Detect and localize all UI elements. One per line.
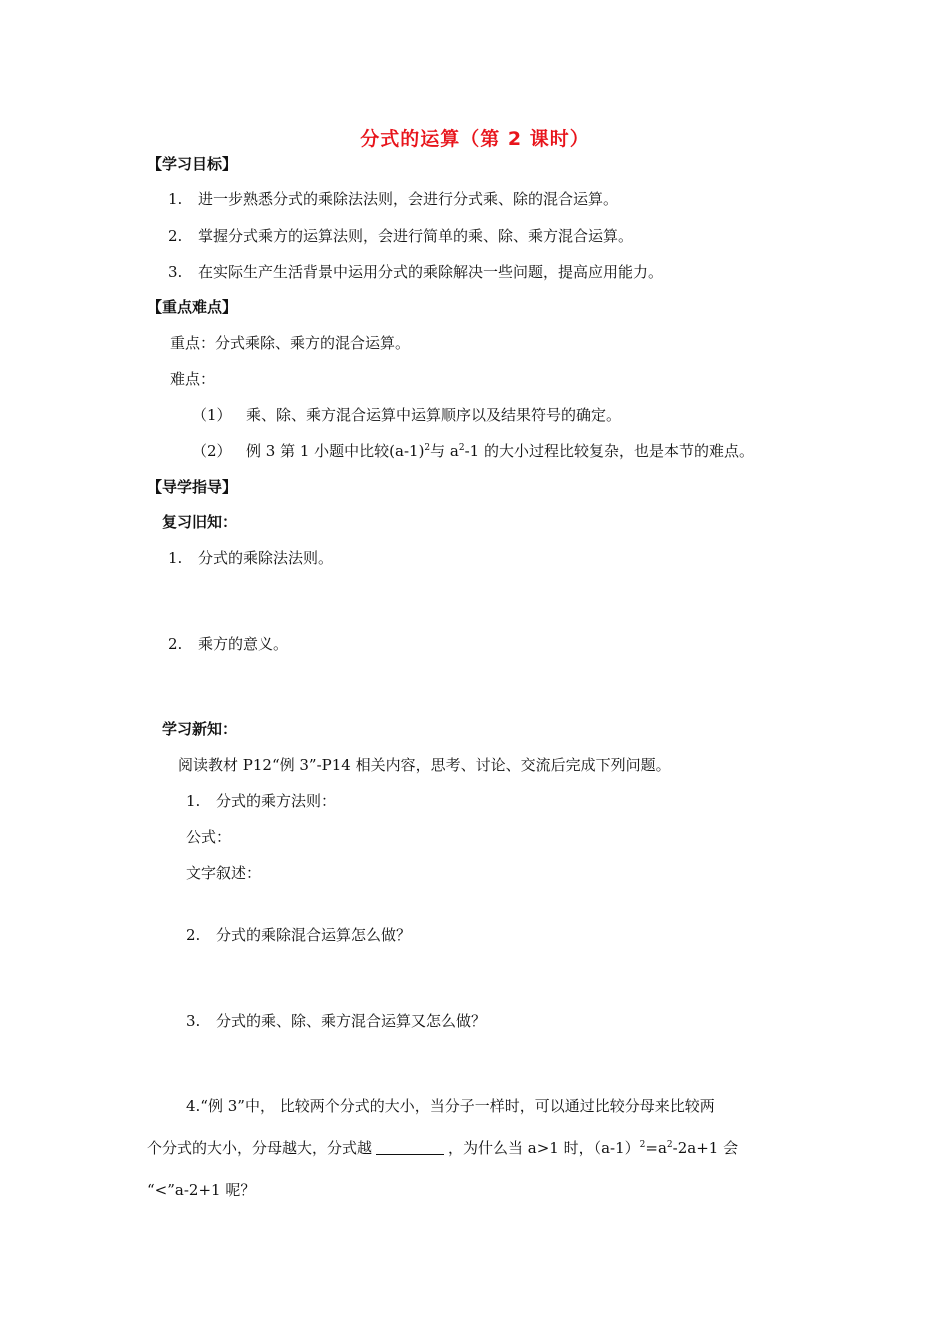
page-title: 分式的运算（第 2 课时）: [360, 128, 590, 150]
difficulty-text-c: -1 的大小过程比较复杂，也是本节的难点。: [464, 442, 754, 460]
difficulty-item-1: [192, 404, 621, 425]
new-num: 1.: [186, 792, 201, 810]
question-4-line-2: [147, 1137, 738, 1158]
question-4-line-1: 4.“例 3”中， 比较两个分式的大小，当分子一样时，可以通过比较分母来比较两: [186, 1097, 715, 1115]
formula-label: 公式：: [186, 828, 232, 846]
review-item-2: [168, 633, 288, 654]
new-text: 分式的乘方法则：: [216, 792, 337, 810]
new-num: 3.: [186, 1012, 201, 1030]
objective-num: 2.: [168, 227, 183, 245]
question-4-text-a: 个分式的大小，分母越大，分式越: [147, 1139, 373, 1157]
objective-num: 1.: [168, 190, 183, 208]
text-description-label: 文字叙述：: [186, 864, 262, 882]
exponent: 2: [666, 1140, 673, 1150]
objective-text: 进一步熟悉分式的乘除法法则，会进行分式乘、除的混合运算。: [198, 190, 619, 208]
keypoints-heading: 【重点难点】: [147, 298, 238, 316]
exponent: 2: [458, 443, 465, 453]
new-knowledge-heading: 学习新知：: [162, 720, 238, 738]
guide-heading: 【导学指导】: [147, 478, 238, 496]
new-num: 2.: [186, 926, 201, 944]
question-4-text-b: ，为什么当 a>1 时，（a-1）: [448, 1139, 640, 1157]
review-num: 2.: [168, 635, 183, 653]
objective-text: 掌握分式乘方的运算法则，会进行简单的乘、除、乘方混合运算。: [198, 227, 634, 245]
objective-text: 在实际生产生活背景中运用分式的乘除解决一些问题，提高应用能力。: [198, 263, 664, 281]
difficulty-num: （1）: [192, 406, 232, 424]
review-heading: 复习旧知：: [162, 513, 238, 531]
new-item-3: [186, 1010, 486, 1031]
new-item-2: [186, 924, 411, 945]
reading-instruction: 阅读教材 P12“例 3”-P14 相关内容，思考、讨论、交流后完成下列问题。: [178, 756, 671, 774]
difficulty-text: 乘、除、乘方混合运算中运算顺序以及结果符号的确定。: [246, 406, 622, 424]
exponent: 2: [424, 443, 431, 453]
objective-item-3: [168, 261, 663, 282]
difficulty-num: （2）: [192, 442, 232, 460]
answer-blank[interactable]: [376, 1140, 444, 1155]
review-text: 分式的乘除法法则。: [198, 549, 334, 567]
difficulty-text-b: 与 a: [430, 442, 459, 460]
question-4-text-d: -2a+1 会: [672, 1139, 739, 1157]
key-point: 重点：分式乘除、乘方的混合运算。: [170, 334, 411, 352]
objectives-heading: 【学习目标】: [147, 155, 238, 173]
question-4-line-3: “<”a-2+1 呢？: [147, 1181, 256, 1199]
new-text: 分式的乘除混合运算怎么做？: [216, 926, 412, 944]
difficulty-text-a: 例 3 第 1 小题中比较(a-1): [246, 442, 425, 460]
review-text: 乘方的意义。: [198, 635, 289, 653]
exponent: 2: [639, 1140, 646, 1150]
difficulty-label: 难点：: [170, 370, 216, 388]
objective-item-2: [168, 225, 633, 246]
difficulty-item-2: [192, 440, 754, 461]
review-num: 1.: [168, 549, 183, 567]
review-item-1: [168, 547, 333, 568]
objective-item-1: [168, 188, 618, 209]
new-text: 分式的乘、除、乘方混合运算又怎么做？: [216, 1012, 487, 1030]
new-item-1: [186, 790, 336, 811]
question-4-text-c: =a: [645, 1139, 667, 1157]
objective-num: 3.: [168, 263, 183, 281]
